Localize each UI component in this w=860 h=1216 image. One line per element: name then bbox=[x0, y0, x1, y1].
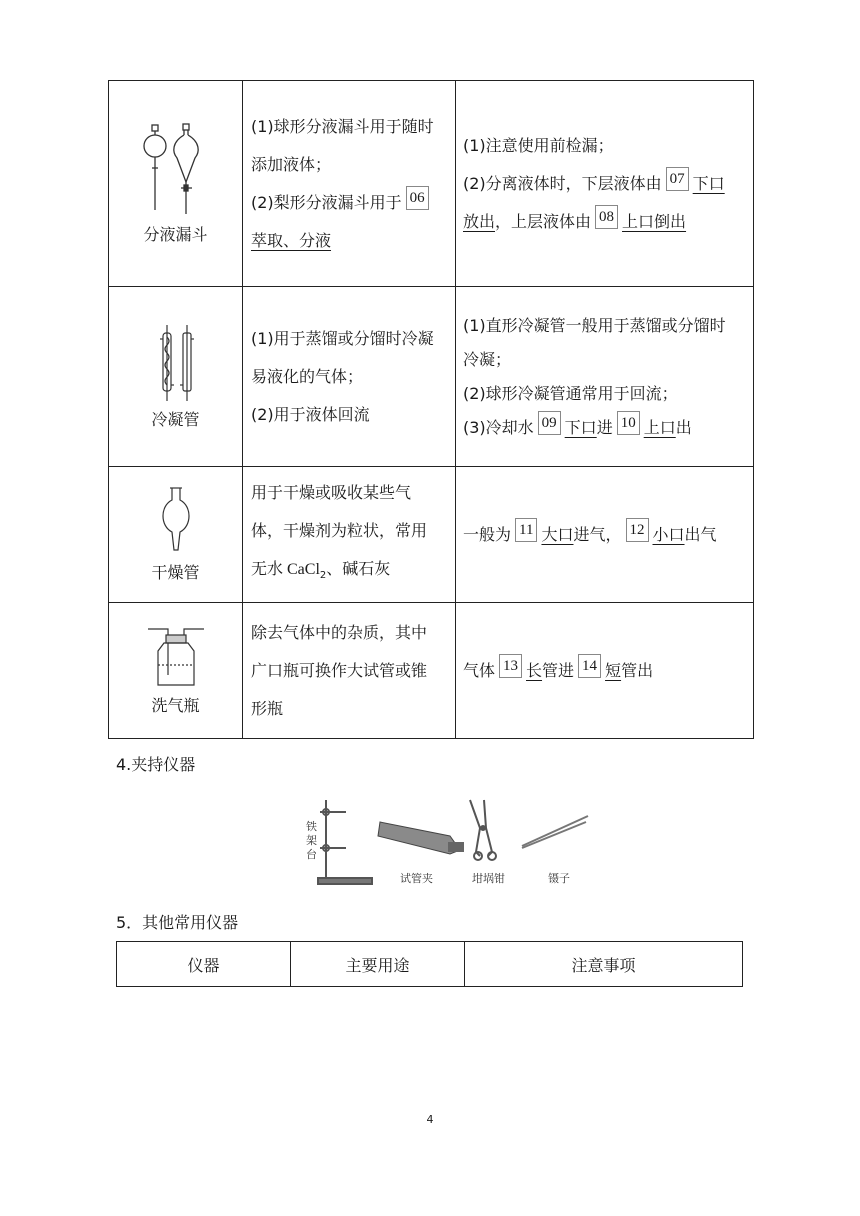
notes-line bbox=[463, 411, 747, 445]
usage-line: (1)用于蒸馏或分馏时冷凝 bbox=[251, 328, 434, 348]
notes-text: (2)分离液体时，下层液体由 bbox=[463, 173, 662, 193]
blank-number: 07 bbox=[666, 167, 689, 191]
usage-cell bbox=[243, 467, 456, 603]
figure-label: 试管夹 bbox=[400, 872, 433, 885]
notes-text: 一般为 bbox=[463, 524, 512, 544]
notes-line: 冷凝； bbox=[463, 349, 512, 369]
blank-number: 13 bbox=[499, 654, 522, 678]
test-tube-clamp-icon bbox=[378, 822, 464, 854]
column-header: 仪器 bbox=[117, 942, 291, 987]
answer-text: 下口 bbox=[564, 417, 597, 437]
section-heading: 5．其他常用仪器 bbox=[116, 913, 239, 932]
answer-text: 上口 bbox=[643, 417, 676, 437]
notes-cell bbox=[456, 603, 754, 739]
usage-cell bbox=[243, 81, 456, 287]
instrument-name: 冷凝管 bbox=[151, 410, 200, 429]
usage-line: 广口瓶可换作大试管或锥 bbox=[251, 660, 428, 680]
answer-text: 小口 bbox=[652, 524, 685, 544]
clamping-instruments-figure bbox=[300, 792, 590, 892]
answer-text: 下口 bbox=[692, 173, 725, 193]
usage-line: 用于干燥或吸收某些气 bbox=[251, 482, 412, 502]
page-number: 4 bbox=[426, 1113, 434, 1126]
usage-line: 易液化的气体； bbox=[251, 366, 364, 386]
answer-text: 放出 bbox=[463, 211, 496, 231]
notes-text: 进气， bbox=[573, 524, 622, 544]
instrument-name: 洗气瓶 bbox=[151, 696, 200, 715]
instrument-name: 干燥管 bbox=[151, 563, 200, 582]
usage-line bbox=[251, 184, 449, 222]
answer-text: 上口倒出 bbox=[622, 211, 687, 231]
other-instruments-table bbox=[116, 941, 743, 987]
separatory-funnel-icon bbox=[139, 122, 213, 218]
blank-number: 11 bbox=[515, 518, 537, 542]
notes-text: 管进 bbox=[542, 660, 575, 680]
crucible-tongs-icon bbox=[470, 800, 496, 860]
table-row bbox=[109, 81, 754, 287]
formula-subscript: 2 bbox=[319, 570, 327, 582]
notes-line: (2)球形冷凝管通常用于回流； bbox=[463, 383, 678, 403]
usage-text: (2)梨形分液漏斗用于 bbox=[251, 192, 402, 212]
drying-tube-icon bbox=[156, 486, 196, 556]
answer-text: 大口 bbox=[541, 524, 574, 544]
tweezers-icon bbox=[522, 816, 588, 848]
usage-line: 添加液体； bbox=[251, 154, 332, 174]
usage-line: 除去气体中的杂质，其中 bbox=[251, 622, 428, 642]
figure-label: 镊子 bbox=[548, 872, 570, 885]
notes-text: (3)冷却水 bbox=[463, 417, 534, 437]
blank-number: 14 bbox=[578, 654, 601, 678]
notes-cell bbox=[456, 81, 754, 287]
figure-label: 坩埚钳 bbox=[472, 872, 505, 885]
notes-cell bbox=[456, 287, 754, 467]
usage-line: 体，干燥剂为粒状，常用 bbox=[251, 520, 428, 540]
answer-text: 萃取、分液 bbox=[251, 230, 332, 250]
notes-text: 气体 bbox=[463, 660, 496, 680]
column-header: 主要用途 bbox=[291, 942, 465, 987]
condenser-icon bbox=[151, 323, 201, 403]
notes-line: (1)直形冷凝管一般用于蒸馏或分馏时 bbox=[463, 315, 726, 335]
blank-number: 06 bbox=[406, 186, 429, 210]
notes-line: (1)注意使用前检漏； bbox=[463, 135, 614, 155]
notes-line bbox=[463, 165, 747, 203]
section-heading: 4.夹持仪器 bbox=[116, 755, 196, 774]
notes-text: 管出 bbox=[621, 660, 654, 680]
notes-line bbox=[463, 516, 747, 554]
notes-text: 出 bbox=[675, 417, 692, 437]
notes-line bbox=[463, 652, 747, 690]
table-row bbox=[109, 603, 754, 739]
usage-line bbox=[251, 550, 449, 595]
usage-text: 、碱石灰 bbox=[326, 558, 391, 578]
answer-text: 长 bbox=[526, 660, 543, 680]
usage-line bbox=[251, 222, 449, 260]
notes-text: ，上层液体由 bbox=[495, 211, 592, 231]
usage-line: (2)用于液体回流 bbox=[251, 404, 370, 424]
usage-line: 形瓶 bbox=[251, 698, 284, 718]
figure-label: 架 bbox=[306, 834, 317, 847]
usage-cell bbox=[243, 287, 456, 467]
table-row bbox=[109, 287, 754, 467]
blank-number: 09 bbox=[538, 411, 561, 435]
formula-text: 无水 CaCl bbox=[251, 560, 320, 578]
figure-label: 台 bbox=[306, 848, 317, 861]
column-header: 注意事项 bbox=[465, 942, 743, 987]
instrument-table bbox=[108, 80, 754, 739]
table-header-row bbox=[117, 942, 743, 987]
notes-cell bbox=[456, 467, 754, 603]
notes-line bbox=[463, 203, 747, 241]
blank-number: 12 bbox=[626, 518, 649, 542]
answer-text: 短 bbox=[605, 660, 622, 680]
table-row bbox=[109, 467, 754, 603]
notes-text: 进 bbox=[596, 417, 613, 437]
notes-text: 出气 bbox=[684, 524, 717, 544]
instrument-name: 分液漏斗 bbox=[143, 225, 208, 244]
instrument-cell bbox=[109, 467, 243, 603]
instrument-cell bbox=[109, 603, 243, 739]
figure-label: 铁 bbox=[306, 820, 317, 833]
usage-line: (1)球形分液漏斗用于随时 bbox=[251, 116, 434, 136]
usage-cell bbox=[243, 603, 456, 739]
instrument-cell bbox=[109, 81, 243, 287]
blank-number: 08 bbox=[595, 205, 618, 229]
gas-washing-bottle-icon bbox=[146, 625, 206, 689]
instrument-cell bbox=[109, 287, 243, 467]
blank-number: 10 bbox=[617, 411, 640, 435]
